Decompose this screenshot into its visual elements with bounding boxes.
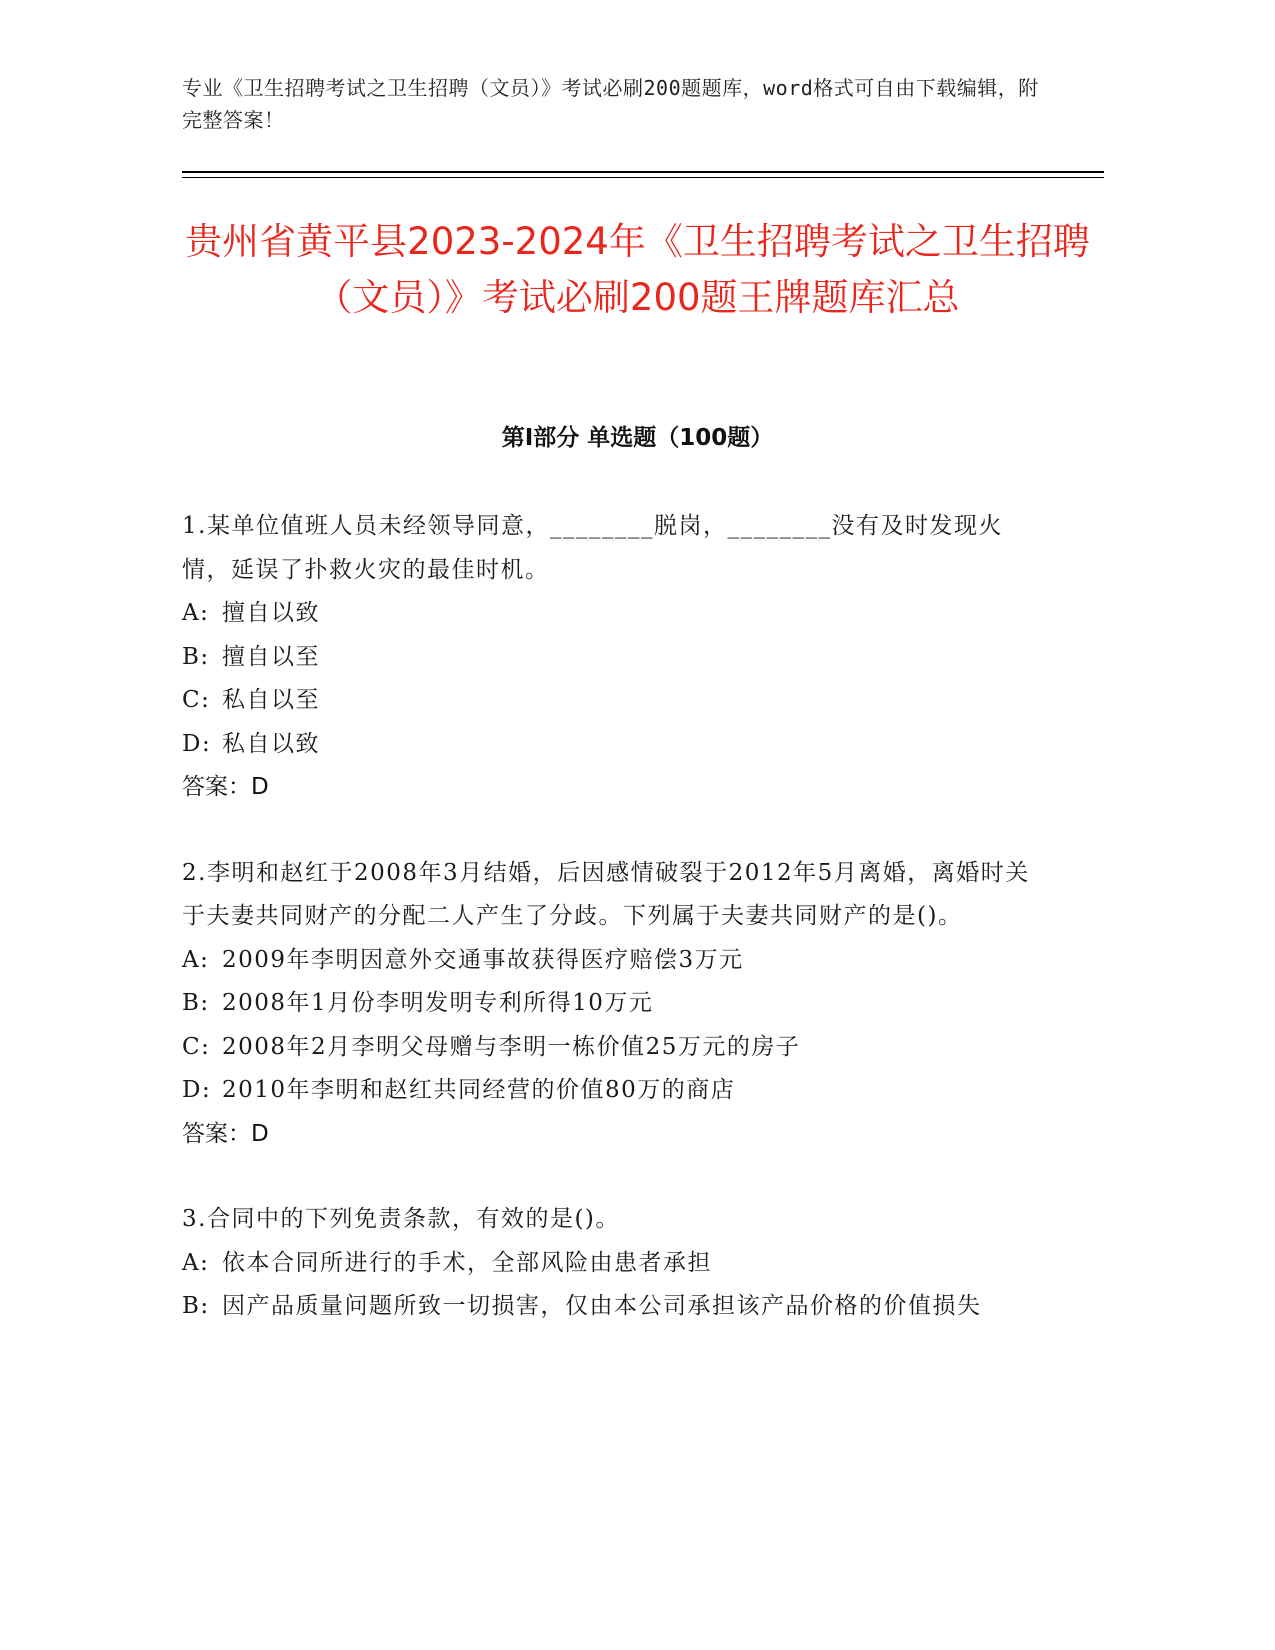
option-d <box>182 1069 1032 1113</box>
option-text: 2008年1月份李明发明专利所得10万元 <box>222 990 654 1016</box>
option-a <box>182 1242 1032 1286</box>
option-c <box>182 679 1032 723</box>
option-a <box>182 592 1032 636</box>
option-letter: B: <box>182 990 210 1016</box>
question-text: 1.某单位值班人员未经领导同意，________脱岗，________没有及时发现火情，延误了扑救火灾的最佳时机。 <box>182 513 1003 583</box>
option-letter: D: <box>182 730 212 757</box>
answer: 答案：D <box>182 774 269 800</box>
option-d <box>182 723 1032 767</box>
option-c <box>182 1026 1032 1070</box>
option-b <box>182 636 1032 680</box>
question-text: 3.合同中的下列免责条款，有效的是()。 <box>182 1206 620 1232</box>
header-divider-thin <box>182 177 1104 178</box>
option-letter: A: <box>182 1249 210 1276</box>
option-text: 2009年李明因意外交通事故获得医疗赔偿3万元 <box>222 946 744 973</box>
option-text: 私自以致 <box>222 730 320 757</box>
header-divider-thick <box>182 171 1104 173</box>
option-letter: B: <box>182 643 210 670</box>
option-letter: A: <box>182 600 210 626</box>
option-text: 擅自以致 <box>222 600 320 626</box>
question-text: 2.李明和赵红于2008年3月结婚，后因感情破裂于2012年5月离婚，离婚时关于夫妻共同财产的分配二人产生了分歧。下列属于夫妻共同财产的是()。 <box>182 859 1030 929</box>
question-2 <box>182 852 1032 1157</box>
question-list <box>182 505 1032 1371</box>
document-title: 贵州省黄平县2023-2024年《卫生招聘考试之卫生招聘（文员）》考试必刷200题王牌题库汇总 <box>185 220 1090 319</box>
option-text: 私自以至 <box>222 687 320 713</box>
option-letter: C: <box>182 1033 211 1060</box>
answer: 答案：D <box>182 1120 269 1147</box>
option-a <box>182 939 1032 983</box>
option-text: 因产品质量问题所致一切损害，仅由本公司承担该产品价格的价值损失 <box>222 1293 982 1319</box>
option-letter: A: <box>182 946 210 973</box>
question-3 <box>182 1198 1032 1329</box>
option-letter: B: <box>182 1293 210 1319</box>
option-text: 擅自以至 <box>222 643 320 670</box>
option-text: 2010年李明和赵红共同经营的价值80万的商店 <box>222 1077 736 1103</box>
option-b <box>182 1285 1032 1329</box>
option-b <box>182 982 1032 1026</box>
section-heading: 第Ⅰ部分 单选题（100题） <box>501 425 774 451</box>
option-text: 依本合同所进行的手术，全部风险由患者承担 <box>222 1249 712 1276</box>
option-letter: C: <box>182 687 211 713</box>
option-text: 2008年2月李明父母赠与李明一栋价值25万元的房子 <box>222 1033 801 1060</box>
header-note: 专业《卫生招聘考试之卫生招聘（文员）》考试必刷200题题库，word格式可自由下载编辑，附完整答案！ <box>182 76 1039 132</box>
option-letter: D: <box>182 1077 212 1103</box>
question-1 <box>182 505 1032 810</box>
